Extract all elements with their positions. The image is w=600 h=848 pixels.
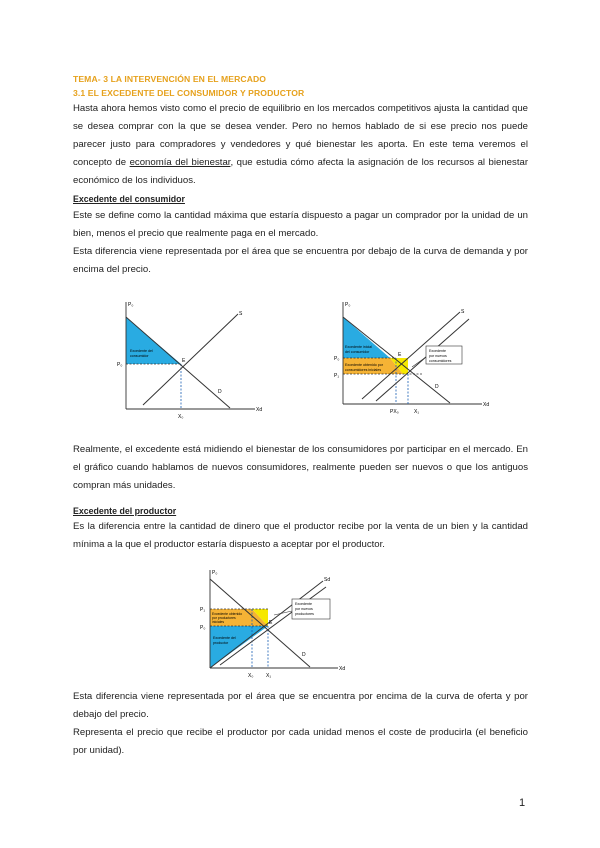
note-line3: productores	[295, 612, 314, 616]
demand-label: D	[302, 652, 306, 658]
note-line2: por nuevos	[429, 354, 447, 358]
y-axis-label: P₀	[212, 570, 218, 576]
initial-price-label: P₀	[334, 356, 340, 362]
new-consumers-graph	[332, 297, 492, 423]
page-number: 1	[519, 797, 526, 809]
area-label-line2: consumidor	[130, 354, 149, 358]
intro-text-a: Hasta ahora hemos visto como el precio de equilibrio en los mercados competitivos ajusta la cantidad que se desea comprar con la que se desea vender. Pero no hemos hablado de si ese precio nos puede parecer justo para compradores y vendedores y qué bienestar les aporta. En este tema veremos el concepto de	[73, 103, 528, 168]
note-line1: Excedente	[295, 602, 312, 606]
producer-area-description: Esta diferencia viene representada por el área que se encuentra por encima de la curva de oferta y por debajo del precio.	[73, 691, 528, 720]
initial-price-label: P₀	[200, 625, 206, 631]
y-axis-label: P₀	[345, 302, 351, 308]
x-axis-label: Xd	[339, 666, 346, 672]
quantity-label: X₀	[178, 414, 184, 420]
supply-label: S	[461, 309, 465, 315]
consumer-definition: Este se define como la cantidad máxima que estaría dispuesto a pagar un comprador por la unidad de un bien, menos el precio que realmente paga en el mercado.	[73, 210, 528, 239]
yellow-label-line1: Excedente obtenido por	[345, 363, 383, 367]
blue-label-line1: Excedente inicial	[345, 345, 372, 349]
document-title: TEMA- 3 LA INTERVENCIÓN EN EL MERCADO	[73, 74, 267, 84]
x-axis-label: Xd	[483, 402, 490, 408]
x-axis-label: Xd	[256, 407, 263, 413]
yellow-label-line2: por productores	[212, 616, 236, 620]
producer-surplus-graph	[198, 565, 353, 685]
intro-text-b: , que estudia cómo afecta la asignación de los recursos al bienestar económico de los individuos.	[73, 157, 529, 186]
initial-quantity-label: X₀	[248, 673, 254, 679]
yellow-label-line1: Excedente obtenido	[212, 612, 242, 616]
demand-label: D	[435, 384, 439, 390]
blue-label-line2: productor	[213, 641, 229, 645]
consumer-surplus-heading: Excedente del consumidor	[73, 194, 185, 204]
new-price-label: P₁	[200, 607, 206, 613]
supply-label: S	[239, 311, 243, 317]
initial-quantity-label: PX₀	[390, 409, 399, 415]
price-label: P₀	[117, 362, 123, 368]
section-title: 3.1 EL EXCEDENTE DEL CONSUMIDOR Y PRODUCTOR	[73, 88, 305, 98]
supply-label: Sd	[324, 577, 331, 583]
equilibrium-label: E	[398, 352, 402, 358]
note-line3: consumidores	[429, 359, 452, 363]
new-price-label: P₁	[334, 373, 340, 379]
note-line1: Excedente	[429, 349, 446, 353]
demand-label: D	[218, 389, 222, 395]
producer-benefit-paragraph: Representa el precio que recibe el productor por cada unidad menos el coste de producirla (el beneficio por unidad).	[73, 727, 528, 756]
blue-label-line2: del consumidor	[345, 350, 370, 354]
producer-definition: Es la diferencia entre la cantidad de dinero que el productor recibe por la venta de un bien y la cantidad mínima a la que el productor estaría dispuesto a aceptar por el productor.	[73, 521, 528, 550]
yellow-label-line2: consumidores iniciales	[345, 368, 382, 372]
note-line2: por nuevos	[295, 607, 313, 611]
intro-paragraph	[73, 100, 528, 190]
producer-surplus-heading: Excedente del productor	[73, 506, 177, 516]
new-quantity-label: X₁	[414, 409, 420, 415]
welfare-economics-term: economía del bienestar	[129, 157, 231, 168]
yellow-label-line3: iniciales	[212, 620, 225, 624]
equilibrium-label: E	[269, 620, 273, 626]
area-label-line1: Excedente del	[130, 349, 153, 353]
consumer-welfare-paragraph: Realmente, el excedente está midiendo el bienestar de los consumidores por participar en el mercado. En el gráfico cuando hablamos de nuevos consumidores, realmente pueden ser nuevos o que los antiguos compran más unidades.	[73, 444, 528, 491]
consumer-surplus-graph	[115, 297, 265, 423]
consumer-area-description: Esta diferencia viene representada por el área que se encuentra por debajo de la curva de demanda y por encima del precio.	[73, 246, 528, 275]
equilibrium-label: E	[182, 358, 186, 364]
new-quantity-label: X₁	[266, 673, 272, 679]
y-axis-label: P₀	[128, 302, 134, 308]
blue-label-line1: Excedente del	[213, 636, 236, 640]
note-pointer	[412, 357, 426, 367]
